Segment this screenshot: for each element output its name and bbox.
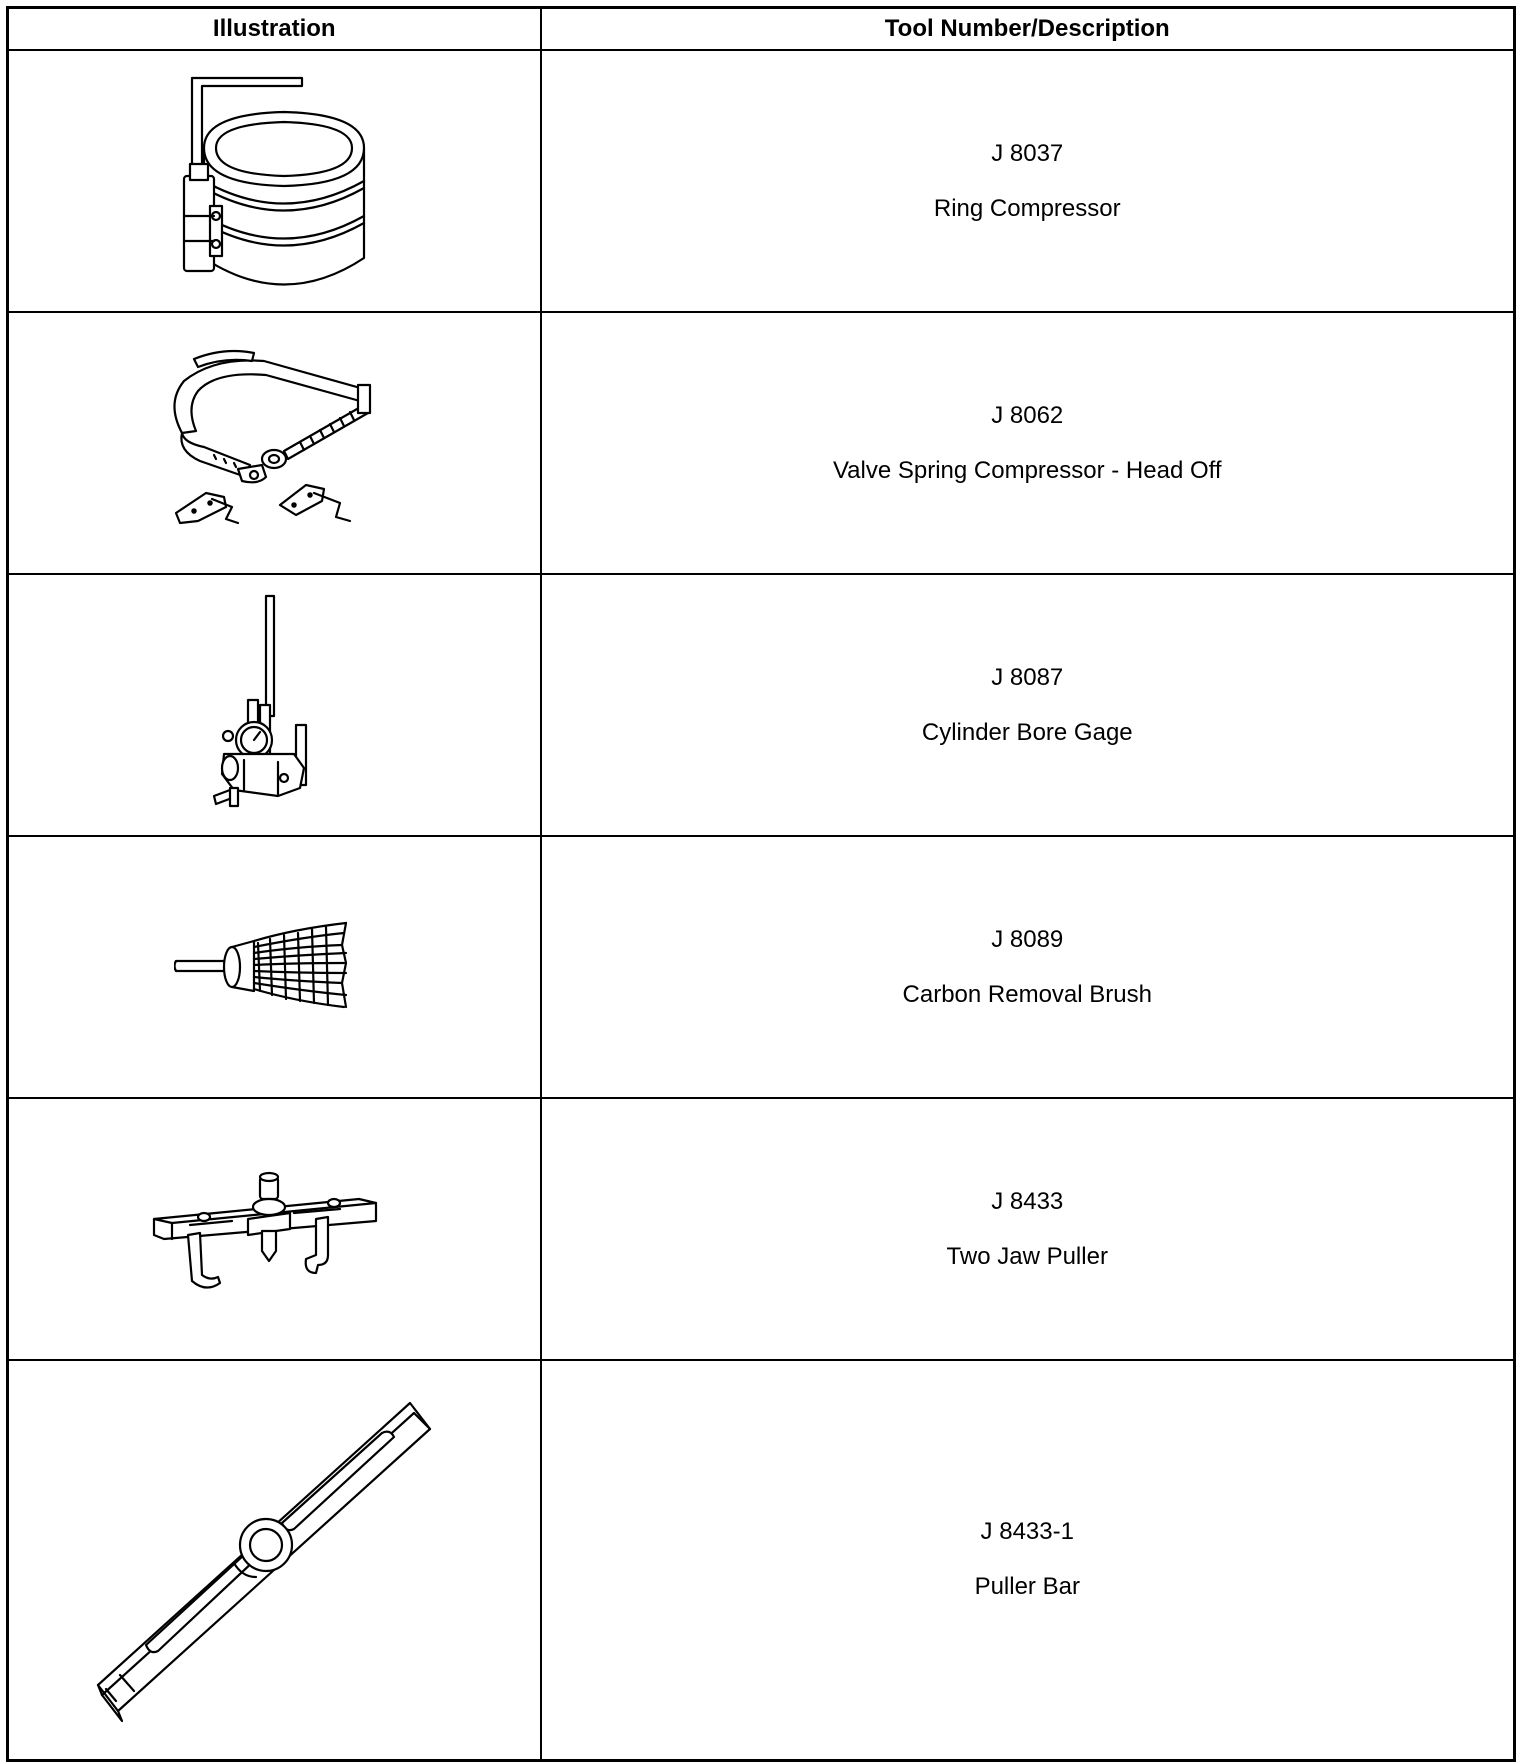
cylinder-bore-gage-icon (204, 590, 344, 820)
tool-description: Puller Bar (974, 1573, 1080, 1601)
tool-number: J 8062 (991, 401, 1064, 429)
illustration-cell (8, 1360, 541, 1760)
table-row (8, 312, 1515, 574)
tool-description-cell (541, 1098, 1515, 1360)
illustration-cell (8, 574, 541, 836)
illustration-cell (8, 1098, 541, 1360)
tool-description-cell (541, 574, 1515, 836)
table-header-row (8, 8, 1515, 51)
tool-number: J 8433 (991, 1187, 1064, 1215)
table-row (8, 1360, 1515, 1760)
illustration-cell (8, 50, 541, 312)
carbon-removal-brush-icon (174, 917, 374, 1017)
tool-description: Valve Spring Compressor - Head Off (832, 456, 1222, 484)
illustration-column-header: Illustration (8, 8, 541, 51)
tool-number: J 8089 (991, 925, 1064, 953)
table-row (8, 50, 1515, 312)
table-row (8, 574, 1515, 836)
special-tools-table (6, 6, 1516, 1762)
tool-description-cell (541, 50, 1515, 312)
valve-spring-compressor-icon (154, 343, 394, 543)
tool-description: Cylinder Bore Gage (921, 718, 1133, 746)
two-jaw-puller-icon (144, 1169, 404, 1289)
tool-description: Two Jaw Puller (946, 1242, 1108, 1270)
table-row (8, 836, 1515, 1098)
table-row (8, 1098, 1515, 1360)
tool-description: Ring Compressor (933, 194, 1121, 222)
tool-description: Carbon Removal Brush (902, 980, 1152, 1008)
tool-description-cell (541, 1360, 1515, 1760)
tool-number: J 8087 (991, 663, 1064, 691)
tool-description-cell (541, 312, 1515, 574)
illustration-cell (8, 312, 541, 574)
tool-description-column-header: Tool Number/Description (541, 8, 1515, 51)
illustration-cell (8, 836, 541, 1098)
tool-number: J 8433-1 (980, 1518, 1074, 1546)
ring-compressor-icon (154, 66, 394, 296)
tool-number: J 8037 (991, 139, 1064, 167)
puller-bar-icon (94, 1395, 454, 1725)
tool-description-cell (541, 836, 1515, 1098)
